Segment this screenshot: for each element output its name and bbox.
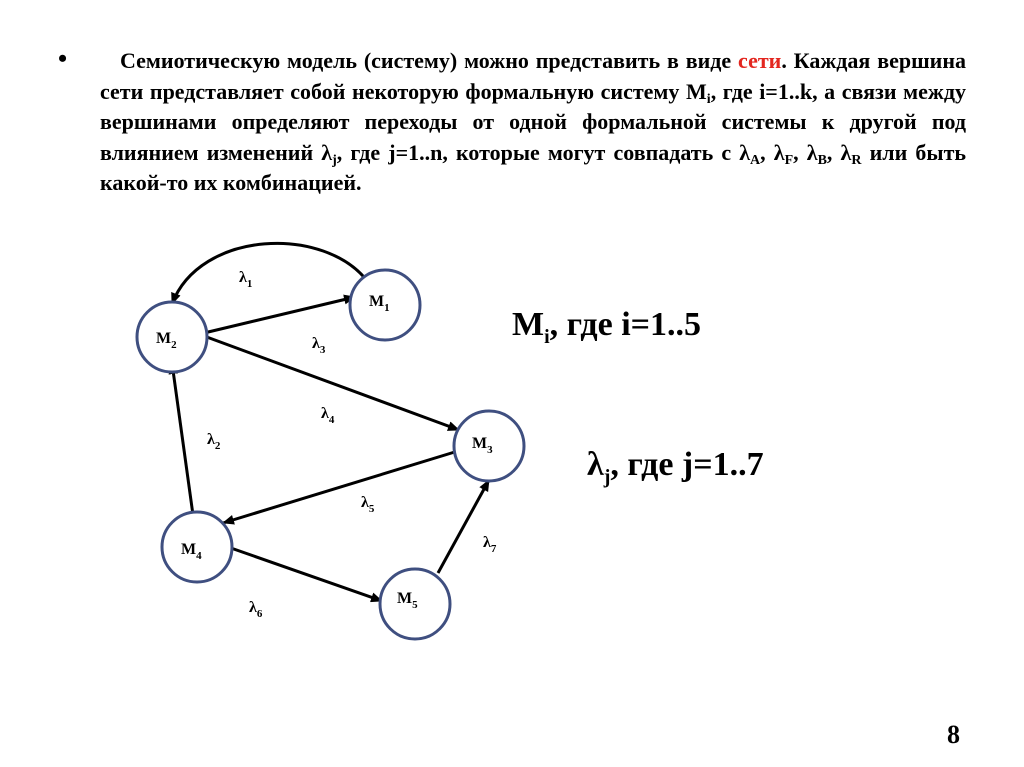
edge-l5 xyxy=(223,451,458,523)
node-m2 xyxy=(137,302,207,372)
subscript: A xyxy=(750,152,761,168)
text-segment: , где i=1..k, а связи между вершинами определяют переходы от одной формальной системы к другой под влиянием изменений λ xyxy=(100,78,966,165)
highlight-word: сети xyxy=(738,48,782,73)
text-segment: или быть какой-то их комбинацией. xyxy=(100,139,967,196)
node-m5 xyxy=(380,569,450,639)
text-segment: , λ xyxy=(760,139,785,165)
edge-label-l2: $\lambda_2$ xyxy=(207,431,221,452)
svg-text:M3: $M_3$ xyxy=(472,435,493,456)
subscript: R xyxy=(851,152,862,168)
edge-label-l3: $\lambda_3$ xyxy=(312,335,326,356)
edge-label-l6: $\lambda_6$ xyxy=(249,599,263,620)
edge-label-l4: $\lambda_4$ xyxy=(321,405,335,426)
subscript: F xyxy=(784,152,794,168)
edge-l2 xyxy=(172,363,193,515)
subscript: B xyxy=(817,152,827,168)
text-segment: , λ xyxy=(826,139,852,165)
svg-text:M4: $M_4$ xyxy=(181,541,202,562)
svg-text:M1: $M_1$ xyxy=(369,293,390,314)
text-segment: , λ xyxy=(793,139,818,165)
edge-label-l7: $\lambda_7$ xyxy=(483,534,497,555)
edge-l7 xyxy=(438,480,489,573)
bullet-marker: • xyxy=(58,44,68,73)
edge-label-l5: $\lambda_5$ xyxy=(361,494,375,515)
subscript: i xyxy=(706,91,711,107)
subscript: j xyxy=(332,152,337,168)
node-m1 xyxy=(350,270,420,340)
edge-l6 xyxy=(228,547,382,601)
node-m3 xyxy=(454,411,524,481)
text-segment: . Каждая вершина сети представляет собой некоторую формальную систему M xyxy=(100,48,966,104)
edge-label-l1: $\lambda_1$ xyxy=(239,269,253,290)
legend-edges: $\lambda_j$, где j=1..7 xyxy=(587,446,764,488)
legend-nodes: $M_i$, где i=1..5 xyxy=(512,306,702,348)
edge-l1 xyxy=(172,243,368,304)
page-number: 8 xyxy=(947,720,960,749)
svg-text:M5: $M_5$ xyxy=(397,590,418,611)
node-m4 xyxy=(162,512,232,582)
text-segment: Семиотическую модель (систему) можно представить в виде xyxy=(120,48,739,73)
text-segment: , где j=1..n, которые могут совпадать с λ xyxy=(336,139,751,165)
svg-text:M2: $M_2$ xyxy=(156,330,177,351)
edge-l3 xyxy=(204,297,355,333)
